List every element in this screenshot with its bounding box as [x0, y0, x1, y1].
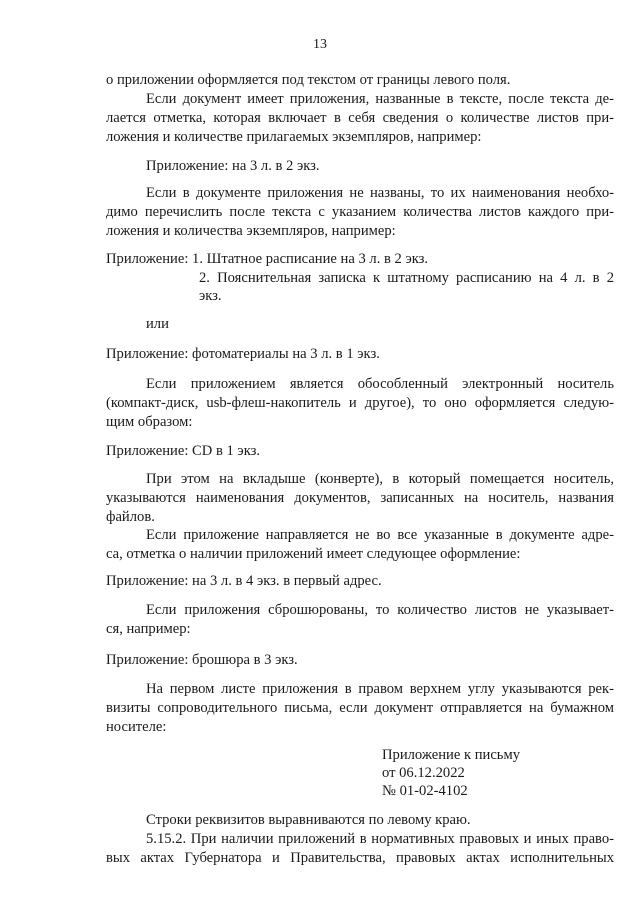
- text-line: Если приложением является обособленный электронный носитель: [146, 376, 614, 392]
- text-line: Если приложения сброшюрованы, то количество листов не указывает-: [146, 602, 614, 618]
- text-line: Приложение: 1. Штатное расписание на 3 л. в 2 экз.: [106, 251, 429, 267]
- text-line: Приложение: на 3 л. в 2 экз.: [146, 158, 320, 174]
- text-line: Строки реквизитов выравниваются по левому краю.: [146, 812, 471, 828]
- text-line: (компакт-диск, usb-флеш-накопитель и другое), то оно оформляется следую-: [106, 395, 614, 411]
- page-number: 13: [313, 37, 327, 52]
- text-line: ложения и количества экземпляров, например:: [106, 223, 396, 239]
- text-line: 5.15.2. При наличии приложений в нормативных правовых и иных право-: [146, 831, 614, 847]
- text-line: щим образом:: [106, 414, 193, 430]
- text-line: ложения и количестве прилагаемых экземпляров, например:: [106, 129, 482, 145]
- text-line: или: [146, 316, 169, 332]
- text-line: Приложение: брошюра в 3 экз.: [106, 652, 298, 668]
- text-line: Приложение: CD в 1 экз.: [106, 443, 261, 459]
- text-line: димо перечислить после текста с указанием количества листов каждого при-: [106, 204, 614, 220]
- text-line: визиты сопроводительного письма, если документ отправляется на бумажном: [106, 700, 614, 716]
- text-line: файлов.: [106, 509, 155, 525]
- text-line: вых актах Губернатора и Правительства, правовых актах исполнительных: [106, 850, 614, 866]
- text-line: 2. Пояснительная записка к штатному расписанию на 4 л. в 2: [199, 270, 614, 286]
- text-line: Приложение: на 3 л. в 4 экз. в первый адрес.: [106, 573, 382, 589]
- text-line: Приложение: фотоматериалы на 3 л. в 1 экз.: [106, 346, 380, 362]
- text-line: са, отметка о наличии приложений имеет следующее оформление:: [106, 546, 521, 562]
- text-line: указываются наименования документов, записанных на носитель, названия: [106, 490, 614, 506]
- text-line: Если приложение направляется не во все указанные в документе адре-: [146, 527, 614, 543]
- text-line: экз.: [199, 288, 222, 304]
- text-line: Если в документе приложения не названы, то их наименования необхо-: [146, 185, 614, 201]
- text-line: Если документ имеет приложения, названные в тексте, после текста де-: [146, 91, 614, 107]
- text-line: На первом листе приложения в правом верхнем углу указываются рек-: [146, 681, 614, 697]
- text-line: носителе:: [106, 719, 167, 735]
- text-line: о приложении оформляется под текстом от границы левого поля.: [106, 72, 511, 88]
- text-line: № 01-02-4102: [382, 783, 468, 799]
- text-line: лается отметка, которая включает в себя сведения о количестве листов при-: [106, 110, 614, 126]
- text-line: Приложение к письму: [382, 747, 520, 763]
- text-line: от 06.12.2022: [382, 765, 465, 781]
- text-line: При этом на вкладыше (конверте), в который помещается носитель,: [146, 471, 614, 487]
- text-line: ся, например:: [106, 621, 191, 637]
